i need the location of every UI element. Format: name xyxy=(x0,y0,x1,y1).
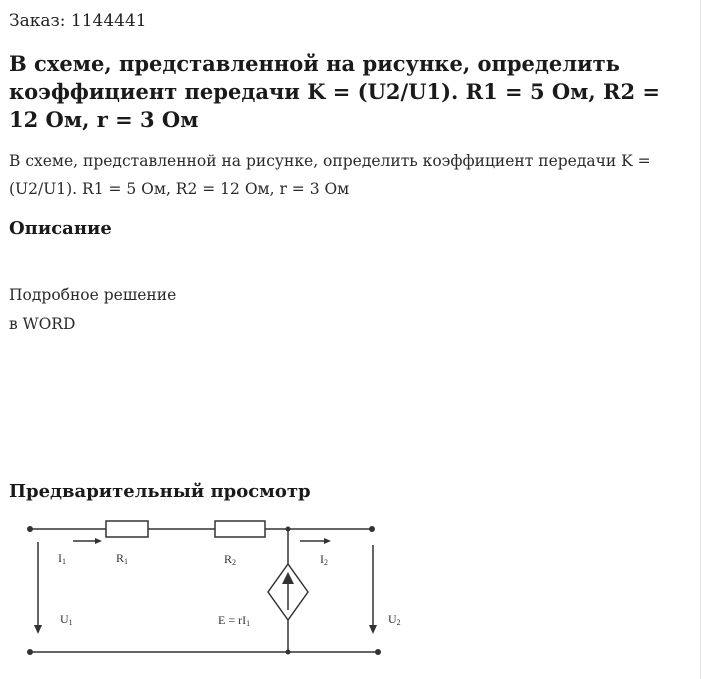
junction-node xyxy=(286,650,291,655)
label-r1: R1 xyxy=(116,551,129,566)
task-text: В схеме, представленной на рисунке, определить коэффициент передачи K = (U2/U1). R1 = 5 Ом, R2 = 12 Ом, r = 3 Ом xyxy=(9,152,651,198)
u2-arrowhead xyxy=(369,625,377,634)
terminal-node xyxy=(369,526,375,532)
description-line: в WORD xyxy=(9,315,76,333)
dependent-source-arrow xyxy=(282,572,294,584)
order-number: Заказ: 1144441 xyxy=(9,11,147,31)
u1-arrowhead xyxy=(34,625,42,634)
label-r2: R2 xyxy=(224,552,237,567)
terminal-node xyxy=(27,526,33,532)
description-line: Подробное решение xyxy=(9,286,177,304)
terminal-node xyxy=(375,649,381,655)
junction-node xyxy=(286,527,291,532)
resistor-r1 xyxy=(106,521,148,537)
description-heading: Описание xyxy=(9,218,112,239)
description-body xyxy=(9,281,176,339)
resistor-r2 xyxy=(215,521,265,537)
i1-arrowhead xyxy=(95,538,102,544)
terminal-node xyxy=(27,649,33,655)
label-i1: I1 xyxy=(58,551,66,566)
i2-arrowhead xyxy=(324,538,331,544)
preview-heading: Предварительный просмотр xyxy=(9,481,311,502)
label-dependent-source: E = rI1 xyxy=(218,613,251,628)
page-title: В схеме, представленной на рисунке, определить коэффициент передачи K = (U2/U1). R1 = 5 Ом, R2 = 12 Ом, r = 3 Ом xyxy=(9,51,661,132)
label-u1: U1 xyxy=(60,612,73,627)
label-i2: I2 xyxy=(320,552,328,567)
label-u2: U2 xyxy=(388,612,401,627)
circuit-diagram xyxy=(0,512,701,679)
